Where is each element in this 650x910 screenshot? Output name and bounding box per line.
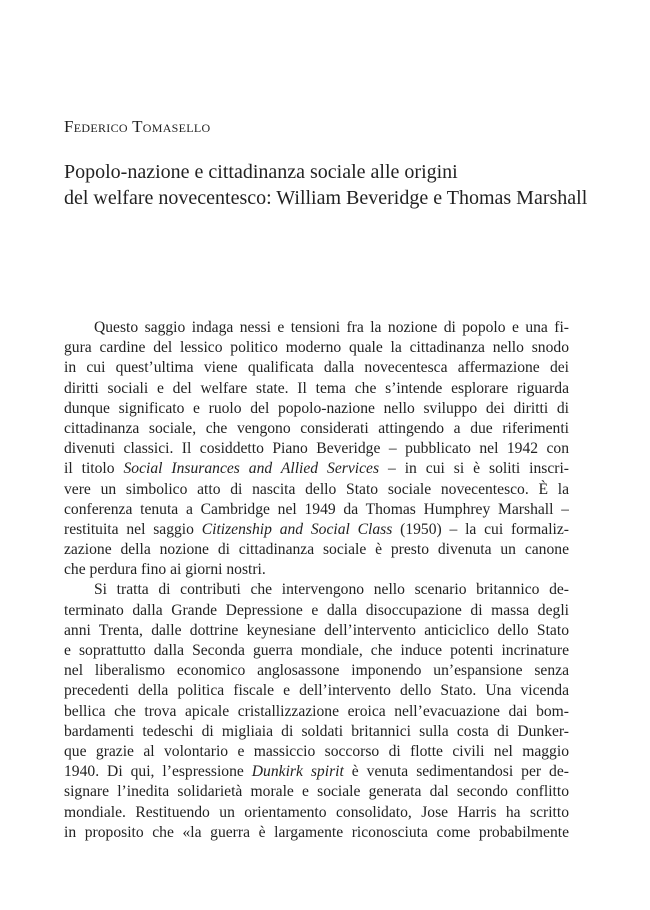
text-line <box>64 520 569 540</box>
text-segment: – in cui si è soliti inscri- <box>379 460 569 478</box>
italic-title: Social Insurances and Allied Services <box>123 460 380 478</box>
text-segment: restituita nel saggio <box>64 520 202 538</box>
italic-title: Dunkirk spirit <box>251 763 344 781</box>
text-segment: il titolo <box>64 460 124 478</box>
text-line: in cui quest’ultima viene qualificata dalla novecentesca affermazione dei <box>64 359 569 377</box>
text-line: e soprattutto dalla Seconda guerra mondiale, che induce potenti incrinature <box>64 642 569 659</box>
text-line <box>64 459 569 479</box>
text-line: bardamenti tedeschi di migliaia di soldati britannici sulla costa di Dunker- <box>64 722 569 740</box>
text-line: Si tratta di contributi che intervengono nello scenario britannico de- <box>94 581 569 599</box>
text-segment: è venuta sedimentandosi per de- <box>343 763 569 781</box>
text-line: vere un simbolico atto di nascita dello Stato sociale novecentesco. È la <box>64 480 569 498</box>
text-line: precedenti della politica fiscale e dell’intervento dello Stato. Una vicenda <box>64 682 569 700</box>
body-text <box>64 318 569 843</box>
text-line: bellica che trova apicale cristallizzazione eroica nell’evacuazione dai bom- <box>64 702 569 720</box>
text-line: cittadinanza sociale, che vengono considerati attingendo a due riferimenti <box>64 419 569 437</box>
text-line: Questo saggio indaga nessi e tensioni fra la nozione di popolo e una fi- <box>94 319 569 336</box>
text-line: diritti sociali e del welfare state. Il tema che s’intende esplorare riguarda <box>64 379 569 397</box>
text-line: anni Trenta, dalle dottrine keynesiane dell’intervento anticiclico dello Stato <box>64 621 569 639</box>
title-line-2: del welfare novecentesco: William Beveridge e Thomas Marshall <box>64 187 588 209</box>
text-line: conferenza tenuta a Cambridge nel 1949 da Thomas Humphrey Marshall – <box>64 500 569 518</box>
text-line: divenuti classici. Il cosiddetto Piano Beveridge – pubblicato nel 1942 con <box>64 440 569 458</box>
text-line: in proposito che «la guerra è largamente riconosciuta come probabilmente <box>64 823 569 841</box>
text-line: dunque significato e ruolo del popolo-nazione nello sviluppo dei diritti di <box>64 399 569 417</box>
paragraph <box>64 580 569 842</box>
text-line: gura cardine del lessico politico moderno quale la cittadinanza nello snodo <box>64 339 569 357</box>
title-line-1: Popolo-nazione e cittadinanza sociale alle origini <box>64 161 458 183</box>
text-line: zazione della nozione di cittadinanza sociale è presto divenuta un canone <box>64 541 569 559</box>
text-line: nel liberalismo economico anglosassone imponendo un’espansione senza <box>64 662 569 680</box>
text-segment: (1950) – la cui formaliz- <box>392 520 569 538</box>
italic-title: Citizenship and Social Class <box>201 520 393 538</box>
text-line: mondiale. Restituendo un orientamento consolidato, Jose Harris ha scritto <box>64 803 569 821</box>
text-line <box>64 762 569 782</box>
text-line: que grazie al volontario e massiccio soccorso di flotte civili nel maggio <box>64 742 569 760</box>
paragraph <box>64 318 569 580</box>
text-line: terminato dalla Grande Depressione e dalla disoccupazione di massa degli <box>64 601 569 619</box>
text-segment: 1940. Di qui, l’espressione <box>64 763 252 781</box>
text-line: signare l’inedita solidarietà morale e sociale generata dal secondo conflitto <box>64 783 569 801</box>
author-name: Federico Tomasello <box>64 117 211 136</box>
article-title <box>64 159 604 211</box>
text-line: che perdura fino ai giorni nostri. <box>64 561 266 579</box>
